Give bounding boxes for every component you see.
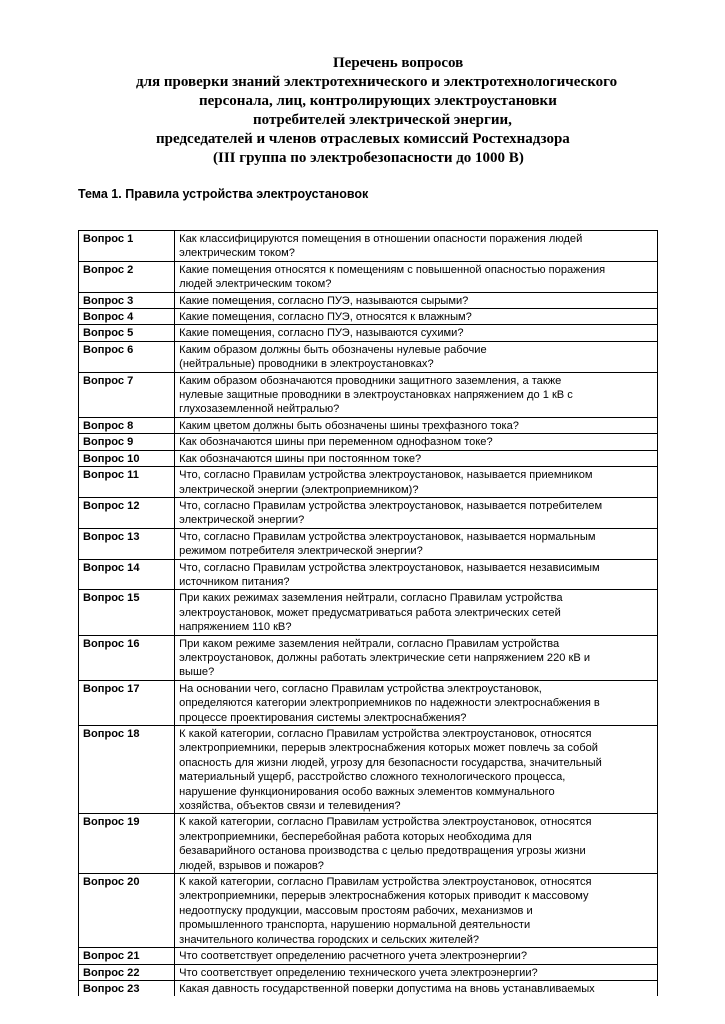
question-number: Вопрос 9 [79, 434, 175, 450]
question-text-line: людей электрическим током? [179, 278, 332, 291]
question-text [175, 372, 658, 417]
question-row [79, 726, 658, 814]
question-row [79, 450, 658, 466]
question-number: Вопрос 22 [79, 964, 175, 980]
question-text-line: недоотпуску продукции, массовым простоям рабочих, механизмов и [179, 904, 533, 917]
questions-table [78, 230, 658, 996]
question-text-line: источником питания? [179, 575, 290, 588]
question-row [79, 417, 658, 433]
question-number: Вопрос 17 [79, 680, 175, 725]
question-text-line: определяются категории электроприемников по надежности электроснабжения в [179, 697, 600, 710]
question-text [175, 467, 658, 498]
question-text-line: безаварийного останова производства с целью предотвращения угрозы жизни [179, 845, 586, 858]
question-text-line: Что, согласно Правилам устройства электроустановок, называется нормальным [179, 530, 596, 543]
question-text [175, 325, 658, 341]
question-number: Вопрос 6 [79, 341, 175, 372]
title-line: председателей и членов отраслевых комиссий Ростехнадзора [156, 131, 570, 147]
question-text-line: материальный ущерб, расстройство сложного технологического процесса, [179, 771, 566, 784]
question-text [175, 261, 658, 292]
question-text-line: Какая давность государственной поверки допустима на вновь устанавливаемых [179, 982, 595, 995]
question-row [79, 292, 658, 308]
question-text [175, 726, 658, 814]
question-number: Вопрос 18 [79, 726, 175, 814]
question-text [175, 948, 658, 964]
question-text-line: хозяйства, объектов связи и телевидения? [179, 800, 401, 813]
question-text-line: электроприемники, бесперебойная работа которых необходима для [179, 830, 532, 843]
title-line: персонала, лиц, контролирующих электроустановки [199, 93, 557, 109]
question-text-line: Какие помещения, согласно ПУЭ, называются сухими? [179, 327, 464, 340]
question-number: Вопрос 12 [79, 497, 175, 528]
question-text-line: электроустановок, может предусматриваться работа электрических сетей [179, 606, 561, 619]
question-text [175, 417, 658, 433]
question-number: Вопрос 20 [79, 874, 175, 948]
question-row [79, 590, 658, 635]
question-row [79, 309, 658, 325]
question-text [175, 497, 658, 528]
question-text-line: электрической энергии? [179, 514, 305, 527]
question-row [79, 231, 658, 262]
question-row [79, 680, 658, 725]
question-row [79, 372, 658, 417]
question-text-line: К какой категории, согласно Правилам устройства электроустановок, относятся [179, 816, 592, 829]
question-text [175, 559, 658, 590]
question-text-line: Какие помещения, согласно ПУЭ, относятся к влажным? [179, 311, 472, 324]
question-text-line: Какие помещения, согласно ПУЭ, называются сырыми? [179, 294, 469, 307]
question-text [175, 814, 658, 874]
question-row [79, 467, 658, 498]
document-title [80, 54, 660, 168]
question-text-line: Что, согласно Правилам устройства электроустановок, называется потребителем [179, 499, 603, 512]
question-text-line: глухозаземленной нейтралью? [179, 403, 340, 416]
question-text [175, 635, 658, 680]
question-row [79, 874, 658, 948]
question-text-line: опасность для жизни людей, угрозу для безопасности государства, значительный [179, 756, 602, 769]
question-row [79, 559, 658, 590]
question-number: Вопрос 4 [79, 309, 175, 325]
question-text-line: Как обозначаются шины при постоянном токе? [179, 452, 422, 465]
question-row [79, 980, 658, 996]
title-line: потребителей электрической энергии, [253, 112, 512, 128]
question-text-line: (нейтральные) проводники в электроустановках? [179, 358, 434, 371]
question-number: Вопрос 15 [79, 590, 175, 635]
title-line: для проверки знаний электротехнического и электротехнологического [136, 74, 618, 90]
question-text [175, 964, 658, 980]
question-row [79, 434, 658, 450]
question-number: Вопрос 16 [79, 635, 175, 680]
question-row [79, 635, 658, 680]
question-text [175, 980, 658, 996]
question-text-line: режимом потребителя электрической энергии? [179, 545, 423, 558]
question-text-line: Как классифицируются помещения в отношении опасности поражения людей [179, 233, 583, 245]
question-text [175, 341, 658, 372]
question-text-line: Какие помещения относятся к помещениям с повышенной опасностью поражения [179, 263, 606, 276]
question-text [175, 292, 658, 308]
question-text-line: При каком режиме заземления нейтрали, согласно Правилам устройства [179, 637, 560, 650]
question-text-line: промышленного транспорта, нарушению нормальной деятельности [179, 919, 531, 932]
question-text [175, 590, 658, 635]
question-text-line: людей, взрывов и пожаров? [179, 859, 324, 872]
title-line: (III группа по электробезопасности до 1000 В) [213, 150, 524, 166]
question-text [175, 874, 658, 948]
question-number: Вопрос 13 [79, 528, 175, 559]
question-number: Вопрос 3 [79, 292, 175, 308]
question-text-line: электроприемники, перерыв электроснабжения которых приводит к массовому [179, 890, 589, 903]
question-row [79, 341, 658, 372]
question-text [175, 434, 658, 450]
question-text-line: Каким образом обозначаются проводники защитного заземления, а также [179, 374, 562, 387]
question-text [175, 450, 658, 466]
question-text [175, 231, 658, 262]
question-text [175, 528, 658, 559]
question-text-line: нулевые защитные проводники в электроустановках напряжением до 1 кВ с [179, 389, 573, 402]
question-text-line: значительного количества городских и сельских жителей? [179, 933, 480, 946]
question-row [79, 325, 658, 341]
question-text-line: Что соответствует определению расчетного учета электроэнергии? [179, 950, 528, 963]
question-text-line: Что, согласно Правилам устройства электроустановок, называется приемником [179, 469, 593, 482]
question-number: Вопрос 8 [79, 417, 175, 433]
question-text-line: Каким образом должны быть обозначены нулевые рабочие [179, 343, 487, 356]
question-text-line: Каким цветом должны быть обозначены шины трехфазного тока? [179, 419, 519, 432]
question-row [79, 261, 658, 292]
topic-heading: Тема 1. Правила устройства электроустановок [78, 187, 369, 201]
question-text-line: электроприемники, перерыв электроснабжения которых может повлечь за собой [179, 742, 598, 755]
question-number: Вопрос 19 [79, 814, 175, 874]
question-number: Вопрос 2 [79, 261, 175, 292]
question-text-line: электроустановок, должны работать электрические сети напряжением 220 кВ и [179, 651, 591, 664]
question-row [79, 948, 658, 964]
question-number: Вопрос 11 [79, 467, 175, 498]
question-row [79, 497, 658, 528]
question-text-line: электрическим током? [179, 247, 295, 260]
question-text-line: электрической энергии (электроприемником)? [179, 483, 419, 496]
title-line: Перечень вопросов [333, 55, 464, 71]
question-number: Вопрос 23 [79, 980, 175, 996]
question-number: Вопрос 21 [79, 948, 175, 964]
question-text-line: выше? [179, 666, 215, 679]
question-text-line: При каких режимах заземления нейтрали, согласно Правилам устройства [179, 592, 563, 605]
question-number: Вопрос 10 [79, 450, 175, 466]
question-text-line: нарушение функционирования особо важных элементов коммунального [179, 785, 555, 798]
question-text-line: Что, согласно Правилам устройства электроустановок, называется независимым [179, 561, 600, 574]
question-number: Вопрос 14 [79, 559, 175, 590]
question-row [79, 814, 658, 874]
question-text-line: На основании чего, согласно Правилам устройства электроустановок, [179, 682, 542, 695]
question-row [79, 528, 658, 559]
question-text-line: процессе проектирования системы электроснабжения? [179, 711, 467, 724]
question-text [175, 680, 658, 725]
question-text-line: К какой категории, согласно Правилам устройства электроустановок, относятся [179, 728, 592, 740]
question-text-line: К какой категории, согласно Правилам устройства электроустановок, относятся [179, 876, 592, 889]
question-number: Вопрос 7 [79, 372, 175, 417]
question-number: Вопрос 1 [79, 231, 175, 262]
question-row [79, 964, 658, 980]
question-text-line: напряжением 110 кВ? [179, 621, 292, 634]
question-text-line: Что соответствует определению технического учета электроэнергии? [179, 966, 538, 979]
question-text [175, 309, 658, 325]
question-text-line: Как обозначаются шины при переменном однофазном токе? [179, 436, 493, 449]
question-number: Вопрос 5 [79, 325, 175, 341]
